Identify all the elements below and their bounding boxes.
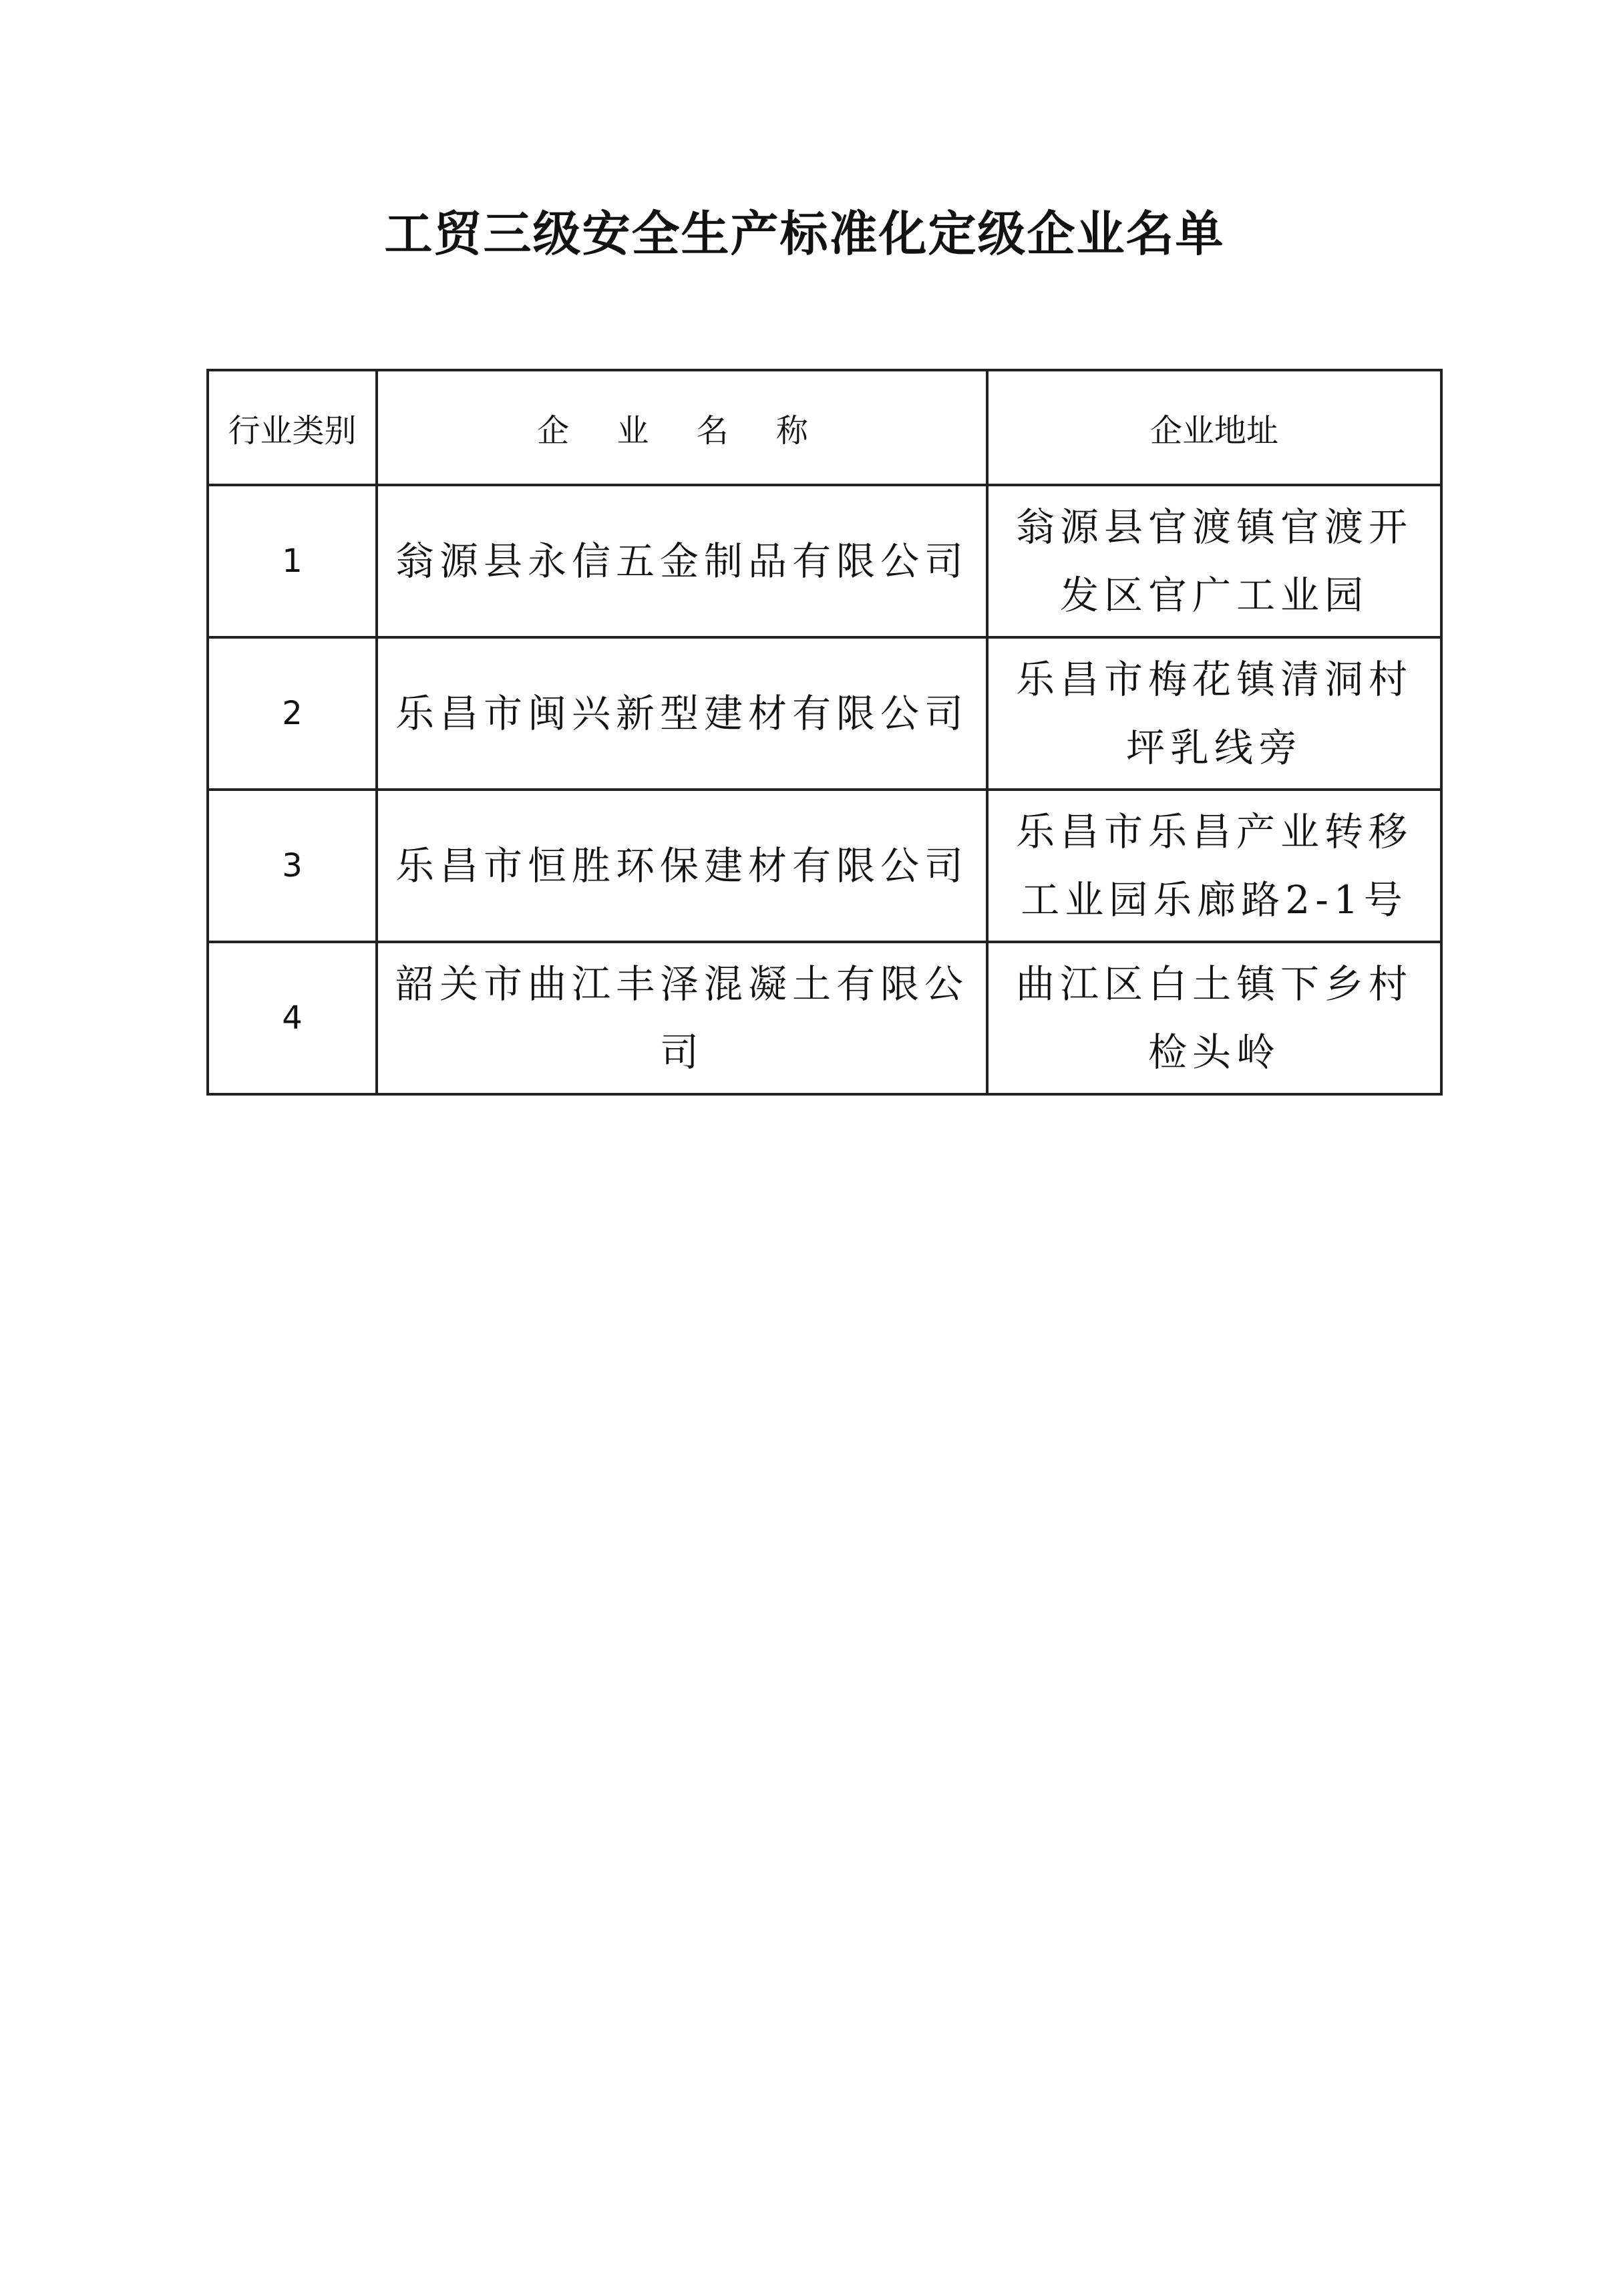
company-name-cell: 韶关市曲江丰泽混凝土有限公司 <box>377 942 987 1094</box>
table-row <box>208 485 1441 637</box>
row-index: 4 <box>208 942 377 1094</box>
header-category: 行业类别 <box>208 370 377 485</box>
page-title: 工贸三级安全生产标准化定级企业名单 <box>384 206 1225 262</box>
company-address-cell: 乐昌市梅花镇清洞村坪乳线旁 <box>987 637 1441 790</box>
table-row <box>208 942 1441 1094</box>
table-row <box>208 790 1441 942</box>
company-list-table <box>206 369 1443 1096</box>
header-company-name: 企 业 名 称 <box>377 370 987 485</box>
company-address-cell: 曲江区白土镇下乡村检头岭 <box>987 942 1441 1094</box>
company-name-cell: 翁源县永信五金制品有限公司 <box>377 485 987 637</box>
row-index: 3 <box>208 790 377 942</box>
company-address-cell: 乐昌市乐昌产业转移工业园乐廊路2-1号 <box>987 790 1441 942</box>
row-index: 2 <box>208 637 377 790</box>
row-index: 1 <box>208 485 377 637</box>
table-header-row <box>208 370 1441 485</box>
table-row <box>208 637 1441 790</box>
company-name-cell: 乐昌市闽兴新型建材有限公司 <box>377 637 987 790</box>
company-name-cell: 乐昌市恒胜环保建材有限公司 <box>377 790 987 942</box>
company-address-cell: 翁源县官渡镇官渡开发区官广工业园 <box>987 485 1441 637</box>
header-company-address: 企业地址 <box>987 370 1441 485</box>
